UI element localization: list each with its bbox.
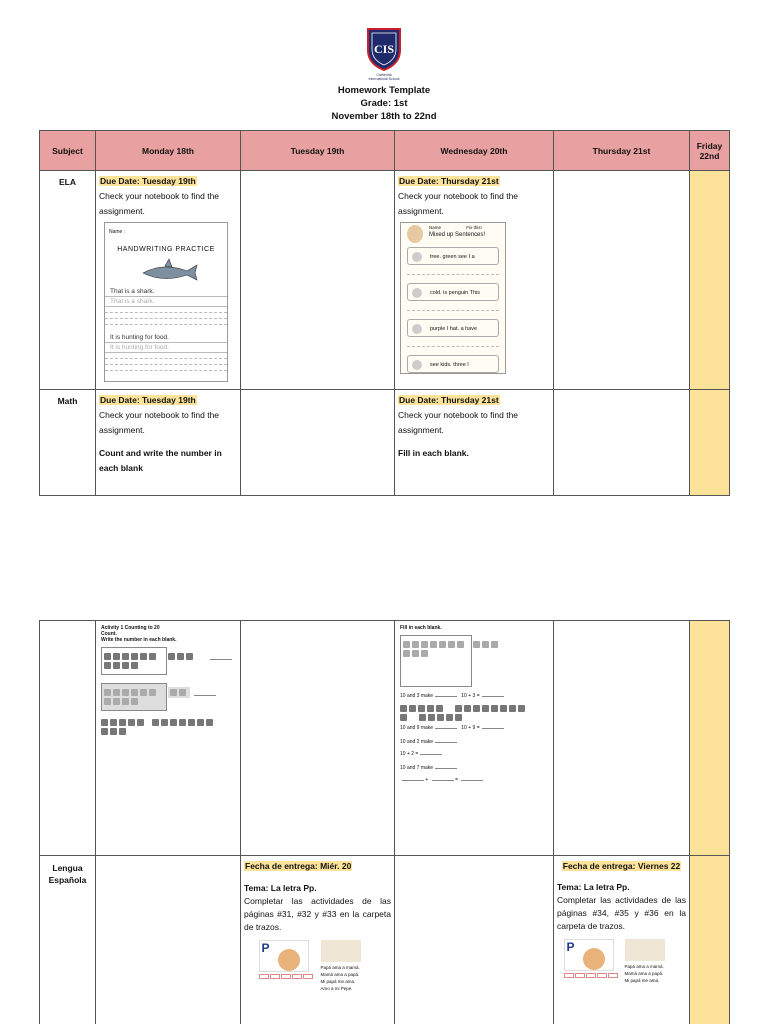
subject-math: Math bbox=[40, 390, 96, 496]
sentence-item: purple I hat. a have bbox=[407, 319, 499, 337]
letter-p-worksheet-image bbox=[259, 940, 377, 992]
worksheet-trace-1: That is a shark. bbox=[105, 297, 227, 307]
counting-group-1 bbox=[101, 647, 167, 675]
topic-label: Tema: La letra Pp. bbox=[244, 883, 317, 893]
equation-text: 10 and 3 make bbox=[400, 693, 434, 699]
counting-worksheet-image bbox=[96, 621, 240, 742]
col-header-wednesday: Wednesday 20th bbox=[395, 131, 554, 171]
assignment-text: Check your notebook to find the assignment. bbox=[398, 410, 519, 435]
family-illustration: P bbox=[259, 940, 309, 972]
family-illustration: P bbox=[564, 939, 614, 971]
math-monday-cell bbox=[96, 390, 241, 496]
due-date-label: Due Date: Tuesday 19th bbox=[100, 176, 196, 186]
math-tuesday-worksheet-cell bbox=[241, 621, 395, 856]
assignment-text: Completar las actividades de las páginas #31, #32 y #33 en la carpeta de trazos. bbox=[244, 896, 391, 932]
sentence-line: Mamá ama a papá. bbox=[624, 971, 664, 976]
assignment-text: Check your notebook to find the assignment. bbox=[99, 191, 220, 216]
grade-label: Grade: 1st bbox=[360, 98, 408, 109]
math-friday-worksheet-cell bbox=[690, 621, 730, 856]
worksheet-title: HANDWRITING PRACTICE bbox=[117, 246, 215, 253]
equation-text: 10 + 2 = bbox=[400, 751, 419, 757]
activity-title: Activity 1 Counting to 20 bbox=[101, 625, 160, 631]
equation-text: 10 and 9 make bbox=[400, 725, 434, 731]
worksheet-name-label: Name : bbox=[109, 229, 126, 235]
assignment-text: Check your notebook to find the assignment. bbox=[398, 191, 519, 216]
lengua-thursday-cell bbox=[554, 856, 690, 1024]
counting-group-2 bbox=[101, 683, 167, 711]
col-header-monday: Monday 18th bbox=[96, 131, 241, 171]
table-row-lengua bbox=[40, 856, 730, 1024]
due-date-label: Fecha de entrega: Viernes 22 bbox=[562, 861, 681, 871]
shark-illustration bbox=[105, 257, 229, 287]
worksheet-instruction: Count. bbox=[101, 631, 117, 637]
equation-text: 10 and 7 make bbox=[400, 765, 434, 771]
week-dates: November 18th to 22nd bbox=[331, 111, 437, 122]
equation-text: 10 + 9 = bbox=[461, 725, 480, 731]
worksheet-title: Mixed up Sentences! bbox=[429, 232, 486, 238]
homework-table-page2 bbox=[39, 620, 730, 1024]
homework-table-page1 bbox=[39, 130, 730, 496]
lengua-tuesday-cell bbox=[241, 856, 395, 1024]
due-date-label: Due Date: Thursday 21st bbox=[399, 395, 499, 405]
lengua-friday-cell bbox=[690, 856, 730, 1024]
sentence-item: tree. green see I a bbox=[407, 247, 499, 265]
math-thursday-worksheet-cell bbox=[554, 621, 690, 856]
topic-label: Tema: La letra Pp. bbox=[557, 882, 630, 892]
worksheet-instruction: Fill in each blank. bbox=[400, 625, 442, 631]
letter-p-worksheet-image bbox=[564, 939, 680, 984]
table-row-ela bbox=[40, 171, 730, 390]
col-header-friday: Friday 22nd bbox=[690, 131, 730, 171]
mixed-sentences-worksheet-image bbox=[400, 222, 506, 374]
worksheet-line-2: It is hunting for food. bbox=[105, 333, 227, 343]
handwriting-worksheet-image bbox=[104, 222, 228, 382]
worksheet-line-1: That is a shark. bbox=[105, 287, 227, 297]
ela-thursday-cell bbox=[554, 171, 690, 390]
table-row-math bbox=[40, 390, 730, 496]
lengua-wednesday-cell bbox=[395, 856, 554, 1024]
table-row-math-worksheets bbox=[40, 621, 730, 856]
empty-subject-cell bbox=[40, 621, 96, 856]
task-text: Count and write the number in each blank bbox=[99, 448, 222, 473]
col-header-subject: Subject bbox=[40, 131, 96, 171]
assignment-text: Check your notebook to find the assignment. bbox=[99, 410, 220, 435]
ela-monday-cell bbox=[96, 171, 241, 390]
subject-lengua: Lengua Española bbox=[40, 856, 96, 1024]
math-monday-worksheet-cell bbox=[96, 621, 241, 856]
school-name: Cathedral International School bbox=[368, 73, 400, 81]
counting-group-3 bbox=[101, 719, 221, 735]
child-illustration bbox=[407, 225, 423, 243]
math-friday-cell bbox=[690, 390, 730, 496]
math-thursday-cell bbox=[554, 390, 690, 496]
sentence-item: see kids. three I bbox=[407, 355, 499, 373]
col-header-thursday: Thursday 21st bbox=[554, 131, 690, 171]
math-tuesday-cell bbox=[241, 390, 395, 496]
equation-text: 10 and 2 make bbox=[400, 739, 434, 745]
document-title: Homework Template bbox=[337, 85, 431, 96]
sentence-line: Amo a mi Pepe. bbox=[320, 986, 353, 991]
sentence-line: Papá ama a mamá. bbox=[320, 965, 360, 970]
fill-blank-worksheet-image: Fill in each blank. 10 and 3 make 10 + 3 = 10 and 9 make 10 + 9 = 10 and 2 make 10 + 2 = 10 and 7 make + = bbox=[395, 621, 553, 787]
task-text: Fill in each blank. bbox=[398, 448, 469, 458]
due-date-label: Due Date: Thursday 21st bbox=[399, 176, 499, 186]
table-header-row bbox=[40, 131, 730, 171]
worksheet-trace-2: It is hunting for food. bbox=[105, 343, 227, 353]
sentence-item: cold. is penguin This bbox=[407, 283, 499, 301]
lengua-monday-cell bbox=[96, 856, 241, 1024]
col-header-tuesday: Tuesday 19th bbox=[241, 131, 395, 171]
due-date-label: Due Date: Tuesday 19th bbox=[100, 395, 196, 405]
worksheet-fix-label: Fix this! bbox=[466, 225, 482, 230]
worksheet-instruction: Write the number in each blank. bbox=[101, 637, 177, 643]
due-date-label: Fecha de entrega: Miér. 20 bbox=[245, 861, 352, 871]
document-header bbox=[0, 26, 768, 123]
sentence-line: Papá ama a mamá. bbox=[624, 964, 664, 969]
ela-wednesday-cell bbox=[395, 171, 554, 390]
math-wednesday-worksheet-cell bbox=[395, 621, 554, 856]
assignment-text: Completar las actividades de las páginas #34, #35 y #36 en la carpeta de trazos. bbox=[557, 895, 686, 931]
logo-text: CIS bbox=[373, 42, 395, 56]
equation-text: 10 + 3 = bbox=[461, 693, 480, 699]
ela-tuesday-cell bbox=[241, 171, 395, 390]
subject-ela: ELA bbox=[40, 171, 96, 390]
math-wednesday-cell bbox=[395, 390, 554, 496]
block-group bbox=[400, 705, 530, 721]
sentence-line: Mamá ama a papá. bbox=[320, 972, 360, 977]
worksheet-name-label: Name bbox=[429, 225, 442, 230]
squirrel-group-image bbox=[400, 635, 472, 687]
sentence-line: Mi papá me ama. bbox=[320, 979, 356, 984]
ela-friday-cell bbox=[690, 171, 730, 390]
sentence-line: Mi papá me ama. bbox=[624, 978, 660, 983]
school-logo bbox=[365, 26, 403, 72]
